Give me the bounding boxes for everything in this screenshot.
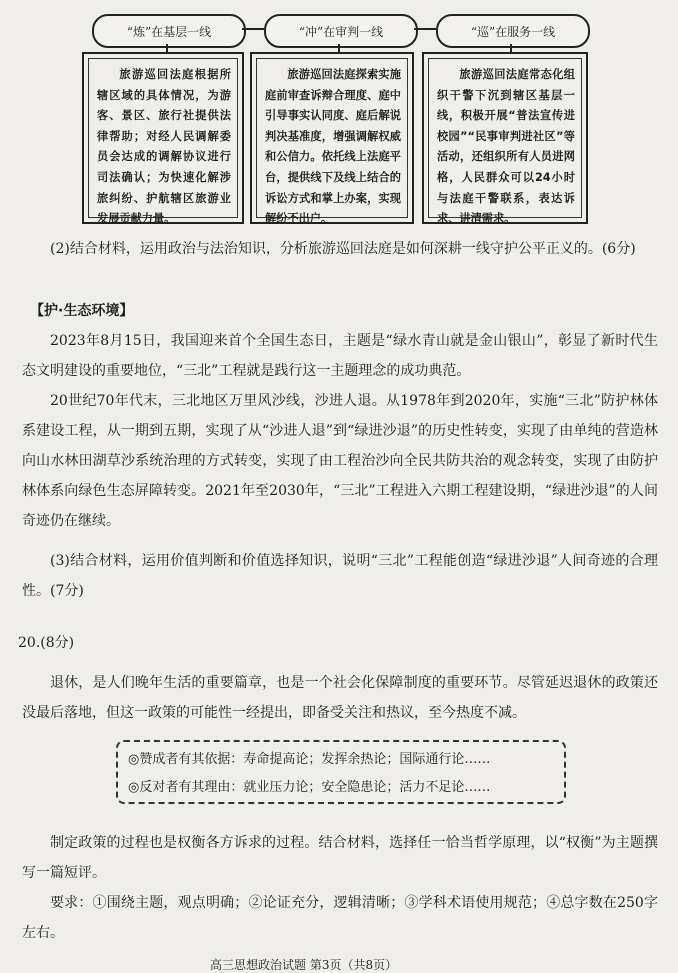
header-box-2 — [250, 52, 414, 224]
question-3: (3)结合材料，运用价值判断和价值选择知识，说明“三北”工程能创造“绿进沙退”人间奇迹的合理性。(7分) — [22, 553, 658, 599]
opinion-support: ◎赞成者有其依据：寿命提高论；发挥余热论；国际通行论…… — [128, 752, 491, 767]
paragraph-1: 2023年8月15日，我国迎来首个全国生态日，主题是“绿水青山就是金山银山”，彰显了新时代生态文明建设的重要地位，“三北”工程就是践行这一主题理念的成功典范。 — [22, 333, 658, 379]
opinion-box — [116, 740, 566, 804]
header-box-1-body: 旅游巡回法庭根据所辖区域的具体情况，为游客、景区、旅行社提供法律帮助；对经人民调解委员会达成的调解协议进行司法确认；为快速化解涉旅纠纷、护航辖区旅游业发展贡献力量。 — [88, 58, 238, 218]
header-box-2-title: “冲”在审判一线 — [264, 14, 418, 48]
header-box-1 — [82, 52, 244, 224]
question-20-task: 制定政策的过程也是权衡各方诉求的过程。结合材料，选择任一恰当哲学原理，以“权衡”为主题撰写一篇短评。 — [22, 835, 658, 881]
header-box-3-title: “巡”在服务一线 — [436, 14, 590, 48]
question-20-requirements: 要求：①围绕主题，观点明确；②论证充分，逻辑清晰；③学科术语使用规范；④总字数在250字左右。 — [22, 895, 658, 941]
header-connector-1 — [242, 28, 264, 30]
question-20-number: 20.(8分) — [18, 635, 75, 651]
opinion-oppose: ◎反对者有其理由：就业压力论；安全隐患论；活力不足论…… — [128, 780, 491, 795]
header-connector-2 — [414, 28, 436, 30]
question-2: (2)结合材料，运用政治与法治知识，分析旅游巡回法庭是如何深耕一线守护公平正义的。(6分) — [50, 241, 636, 257]
paragraph-2: 20世纪70年代末，三北地区万里风沙线，沙进人退。从1978年到2020年，实施“三北”防护林体系建设工程，从一期到五期，实现了从“沙进人退”到“绿进沙退”的历史性转变，实现了由单纯的营造林向山水林田湖草沙系统治理的方式转变，实现了由工程治沙向全民共防共治的观念转变，实现了由防护林体系向绿色生态屏障转变。2021年至2030年，“三北”工程进入六期工程建设期，“绿进沙退”的人间奇迹仍在继续。 — [22, 393, 658, 529]
header-box-3 — [422, 52, 588, 224]
header-box-3-body: 旅游巡回法庭常态化组织干警下沉到辖区基层一线，积极开展“普法宣传进校园”“民事审判进社区”等活动，还组织所有人员进网格，人民群众可以24小时与法庭干警联系，表达诉求、讲清需求。 — [428, 58, 582, 218]
header-box-1-title: “炼”在基层一线 — [92, 14, 246, 48]
section-title: 【护·生态环境】 — [30, 303, 134, 319]
page-footer: 高三思想政治试题 第3页（共8页） — [210, 958, 398, 972]
question-20-intro: 退休，是人们晚年生活的重要篇章，也是一个社会化保障制度的重要环节。尽管延迟退休的政策还没最后落地，但这一政策的可能性一经提出，即备受关注和热议，至今热度不减。 — [22, 675, 658, 721]
header-box-2-body: 旅游巡回法庭探索实施庭前审查诉辩合理度、庭中引导事实认同度、庭后解说判决基准度，增强调解权威和公信力。依托线上法庭平台，提供线下及线上结合的诉讼方式和掌上办案，实现解纷不出户。 — [256, 58, 408, 218]
